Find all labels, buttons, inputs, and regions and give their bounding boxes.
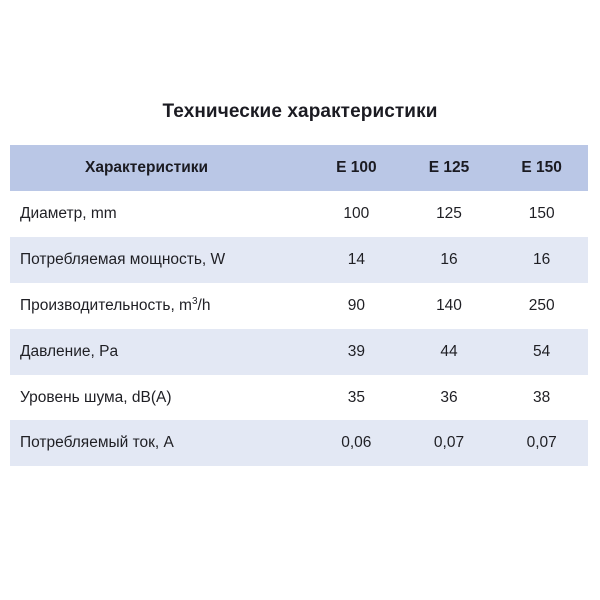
row-label: Потребляемый ток, A xyxy=(20,434,174,452)
table-row-diameter xyxy=(10,191,588,237)
row-label: Потребляемая мощность, W xyxy=(20,250,226,268)
cell-e100: 14 xyxy=(347,250,365,268)
column-header-characteristics: Характеристики xyxy=(85,159,209,176)
cell-e150: 250 xyxy=(528,296,555,314)
table-row-current xyxy=(10,420,588,466)
cell-e125: 0,07 xyxy=(433,434,465,452)
row-label-text: Производительность, m xyxy=(20,296,192,314)
cell-e125: 140 xyxy=(436,296,462,314)
cell-e150: 54 xyxy=(533,342,551,360)
cell-e100: 0,06 xyxy=(341,434,372,452)
cell-e150: 150 xyxy=(528,204,555,222)
column-header-e150: E 150 xyxy=(521,159,562,176)
cell-e150: 0,07 xyxy=(526,434,557,452)
row-label xyxy=(10,283,310,329)
row-label-superscript: 3 xyxy=(191,295,198,307)
cell-e150: 16 xyxy=(533,250,551,268)
cell-e100: 35 xyxy=(347,388,365,406)
table-header-row xyxy=(10,145,588,191)
row-label: Давление, Pa xyxy=(20,342,119,360)
cell-e125: 16 xyxy=(440,250,458,268)
table-row-pressure xyxy=(10,329,588,375)
table-row-noise xyxy=(10,375,588,421)
table-row-power xyxy=(10,237,588,283)
cell-e125: 125 xyxy=(436,204,462,222)
cell-e125: 36 xyxy=(440,388,458,406)
spec-table xyxy=(10,145,588,466)
row-label: Диаметр, mm xyxy=(20,204,117,222)
column-header-e125: E 125 xyxy=(428,159,470,176)
row-label: Уровень шума, dB(A) xyxy=(20,388,172,406)
cell-e100: 39 xyxy=(347,342,365,360)
page-title: Технические характеристики xyxy=(162,101,438,122)
column-header-e100: E 100 xyxy=(336,159,377,176)
cell-e100: 90 xyxy=(347,296,365,314)
row-label-unit: /h xyxy=(197,296,211,314)
cell-e150: 38 xyxy=(533,388,551,406)
cell-e125: 44 xyxy=(440,342,458,360)
cell-e100: 100 xyxy=(343,204,370,222)
table-row-capacity xyxy=(10,283,588,329)
